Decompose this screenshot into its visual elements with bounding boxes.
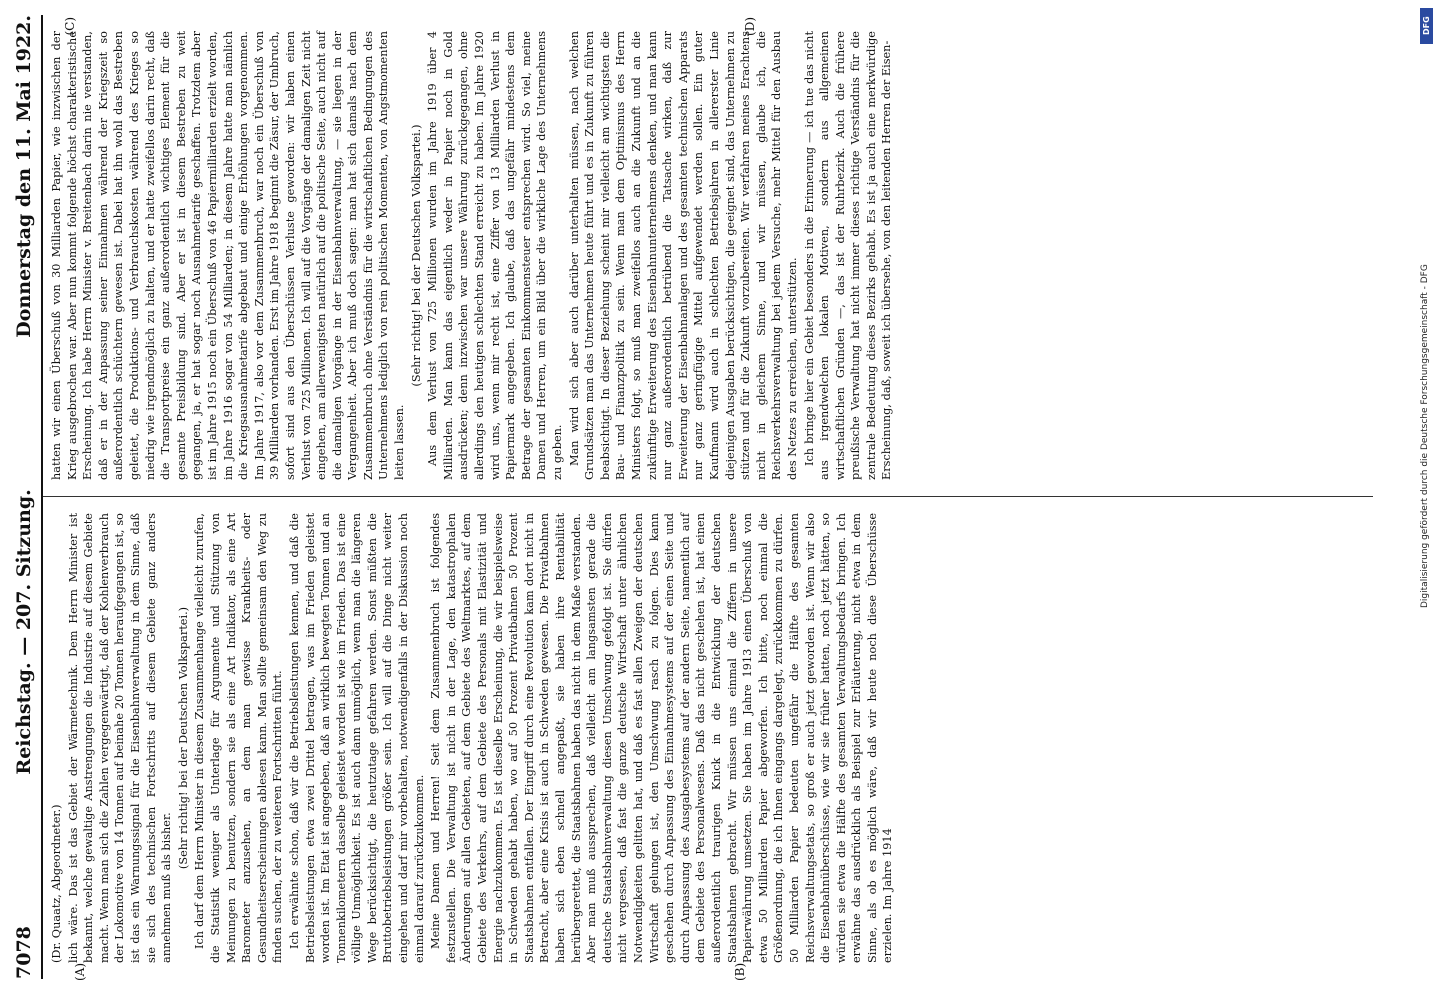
rotated-newspaper-page [0, 7, 1419, 987]
dfg-logo: DFG [1420, 8, 1433, 44]
paragraph: Man wird sich aber auch darüber unterhalten müssen, nach welchen Grundsätzen man das Unternehmen heute führt und es in Zukunft zu führen beabsichtigt. In dieser Beziehung scheint mir vielleicht am wichtigsten die Bau- und Finanzpolitik zu sein. Wenn man dem Optimismus des Herrn Ministers folgt, so muß man zweifellos auch an die Zukunft und an die zukünftige Erweiterung des Eisenbahnunternehmens denken, und man kann nur ganz außerordentlich betrübend die Tatsache wirken, daß zur Erweiterung der Eisenbahnanlagen und des gesamten technischen Apparats nur ganz geringfügige Mittel aufgewendet werden sollen. Ein guter Kaufmann wird auch in schlechten Betriebsjahren in allererster Linie diejenigen Ausgaben berücksichtigen, die geeignet sind, das Unternehmen zu stützen und für die Zukunft vorzubereiten. Wir verfahren meines Erachtens nicht in gleichem Sinne, und wir müssen, glaube ich, die Reichsverkehrsverwaltung bei jedem Versuche, mehr Mittel für den Ausbau des Netzes zu erreichen, unterstützen. [567, 31, 799, 480]
margin-mark-c: (C) [63, 17, 77, 36]
page-number: 7078 [13, 926, 35, 979]
paragraph: lich wäre. Das ist das Gebiet der Wärmetechnik. Dem Herrn Minister ist bekannt, welche gewaltige Anstrengungen die Industrie auf diesem Gebiete macht. Wenn man sich die Zahlen vergegenwärtigt, daß der Kohlenverbrauch der Lokomotive von 14 Tonnen auf beinahe 20 Tonnen heraufgegangen ist, so ist das ein Warnungssignal für die Eisenbahnverwaltung in dem Sinne, daß sie sich des technischen Fortschritts auf diesem Gebiete ganz anders annehmen muß als bisher. [66, 513, 174, 963]
paragraph: Aus dem Verlust von 725 Millionen wurden im Jahre 1919 über 4 Milliarden. Man kann das eigentlich weder in Papier noch in Gold ausdrücken; denn inzwischen war unsere Währung zurückgegangen, ohne allerdings den heutigen schlechten Stand erreicht zu haben. Im Jahre 1920 wird uns, wenn mir recht ist, eine Ziffer von 13 Milliarden Verlust in Papiermark angegeben. Ich glaube, daß das ungefähr mindestens dem Betrage der gesamten Einkommensteuer entsprechen wird. So viel, meine Damen und Herren, um ein Bild über die wirkliche Lage des Unternehmens zu geben. [426, 31, 564, 480]
digitization-sidebar [1420, 8, 1434, 998]
page-header [7, 15, 43, 979]
paragraph: hatten wir einen Überschuß von 30 Milliarden Papier, wie inzwischen der Krieg ausgebrochen war. Aber nun kommt folgende höchst charakteristische Erscheinung. Ich habe Herrn Minister v. Breitenbach darin nie verstanden, daß er in der Anpassung seiner Einnahmen während der Kriegszeit so außerordentlich schüchtern gewesen ist. Dabei hat ihn wohl das Bestreben geleitet, die Produktions- und Verbrauchskosten während des Krieges so niedrig wie irgendmöglich zu halten, und er hatte zweifellos darin recht, daß die Transportpreise ein ganz außerordentlich wichtiges Element für die gesamte Preisbildung sind. Aber er ist in diesem Bestreben zu weit gegangen, ja, er hat sogar noch Ausnahmetarife geschaffen. Trotzdem aber ist im Jahre 1915 noch ein Überschuß von 46 Papiermilliarden erzielt worden, im Jahre 1916 sogar von 54 Milliarden; in diesem Jahre hatte man nämlich die Kriegsausnahmetarife abgebaut und einige Erhöhungen vorgenommen. Im Jahre 1917, also vor dem Zusammenbruch, war noch ein Überschuß von 39 Milliarden vorhanden. Erst im Jahre 1918 beginnt die Zäsur, der Umbruch, sofort sind aus den Überschüssen Verluste geworden: wir haben einen Verlust von 725 Millionen. Ich will auf die Vorgänge der damaligen Zeit nicht eingehen, am allerwenigsten natürlich auf die politische Seite, auch nicht auf die damaligen Vorgänge in der Eisenbahnverwaltung, — sie liegen in der Vergangenheit. Aber ich muß doch sagen: man hat sich damals nach dem Zusammenbruch ohne Verständnis für die wirtschaftlichen Bedingungen des Unternehmens lediglich von rein politischen Momenten, von Angstmomenten leiten lassen. [50, 30, 407, 480]
digitization-notice: Digitalisierung gefördert durch die Deutsche Forschungsgemeinschaft - DFG [1420, 264, 1430, 608]
text-columns [43, 15, 1373, 979]
margin-mark-b: (B) [733, 962, 747, 981]
header-right-title: Donnerstag den 11. Mai 1922. [13, 15, 35, 338]
left-column [43, 497, 1373, 979]
paragraph: Meine Damen und Herren! Seit dem Zusammenbruch ist folgendes festzustellen. Die Verwaltung ist nicht in der Lage, den katastrophalen Änderungen auf allen Gebieten, auf dem Gebiete des Weltmarktes, auf dem Gebiete des Verkehrs, auf dem Gebiete des Personals mit Elastizität und Energie nachzukommen. Es ist dieselbe Erscheinung, die wir beispielsweise in Schweden gehabt haben, wo auf 50 Prozent Privatbahnen 50 Prozent Staatsbahnen entfallen. Der Eingriff durch eine Revolution kam dort nicht in Betracht, aber eine Krisis ist auch in Schweden gewesen. Die Privatbahnen haben sich eben schnell angepaßt, sie haben ihre Rentabilität herübergerettet, die Staatsbahnen haben das nicht in dem Maße verstanden. Aber man muß aussprechen, daß vielleicht am langsamsten gerade die deutsche Staatsbahnverwaltung diesen Umschwung gefolgt ist. Sie dürfen nicht vergessen, daß fast die ganze deutsche Wirtschaft unter ähnlichen Notwendigkeiten gelitten hat, und daß es fast allen Zweigen der deutschen Wirtschaft gelungen ist, den Umschwung rasch zu folgen. Dies kann geschehen durch Anpassung des Einnahmesystems auf der einen Seite und durch Anpassung des Ausgabesystems auf der andern Seite, namentlich auf dem Gebiete des Personalwesens. Daß das nicht geschehen ist, hat einen außerordentlich traurigen Knick in die Entwicklung der deutschen Staatsbahnen gebracht. Wir müssen uns einmal die Ziffern in unsere Papierwährung umsetzen. Sie haben im Jahre 1913 einen Überschuß von etwa 50 Milliarden Papier abgeworfen. Ich bitte, noch einmal die Größenordnung, die ich Ihnen eingangs dargelegt, zurückkommen zu dürfen. 50 Milliarden Papier bedeuten ungefähr die Hälfte des gesamten Reichsverwaltungsetats, so groß er auch jetzt geworden ist. Wenn wir also die Eisenbahnüberschüsse, wie wir sie früher hatten, noch jetzt hätten, so würden sie etwa die Hälfte des gesamten Verwaltungsbedarfs bringen. Ich erwähne das ausdrücklich als Beispiel zur Erläuterung, nicht etwa in dem Sinne, als ob es möglich wäre, daß wir heute noch diese Überschüsse erzielen. Im Jahre 1914 [429, 513, 895, 963]
paragraph: Ich erwähnte schon, daß wir die Betriebsleistungen kennen, und daß die Betriebsleistungen etwa zwei Drittel betragen, was im Frieden geleistet worden ist. Im Etat ist angegeben, daß an wirklich bewegten Tonnen und an Tonnenkilometern dasselbe geleistet worden ist wie im Frieden. Das ist eine völlige Unmöglichkeit. Es ist auch dann unmöglich, wenn man die längeren Wege berücksichtigt, die heutzutage gefahren werden. Sonst müßten die Bruttobetriebsleistungen größer sein. Ich will auf die Dinge nicht weiter eingehen und darf mir vorbehalten, notwendigenfalls in der Diskussion noch einmal darauf zurückzukommen. [287, 513, 426, 963]
interjection: (Sehr richtig! bei der Deutschen Volkspartei.) [176, 606, 190, 870]
speaker-line: (Dr. Quaatz, Abgeordneter.) [50, 804, 63, 963]
margin-mark-a: (A) [73, 962, 87, 981]
paragraph: Ich darf dem Herrn Minister in diesem Zusammenhange vielleicht zurufen, die Statistik weniger als Unterlage für Argumente und Stützung von Meinungen zu benutzen, sondern sie als eine Art Indikator, als eine Art Barometer anzusehen, an dem man gewisse Krankheits- oder Gesundheitserscheinungen ablesen kann. Man sollte gemeinsam den Weg zu finden suchen, der zu weiteren Fortschritten führt. [193, 513, 285, 963]
margin-mark-d: (D) [743, 17, 757, 36]
header-left-title: Reichstag. — 207. Sitzung. [13, 489, 35, 775]
interjection: (Sehr richtig! bei der Deutschen Volkspartei.) [409, 124, 423, 387]
right-column [43, 15, 1373, 497]
paragraph: Ich bringe hier ein Gebiet besonders in die Erinnerung — ich tue das nicht aus irgendwelchen lokalen Motiven, sondern aus allgemeinen wirtschaftlichen Gründen —, das ist der Ruhrbezirk. Auch die frühere preußische Verwaltung hat nicht immer dieses richtige Verständnis für die zentrale Bedeutung dieses Bezirks gehabt. Es ist ja auch eine merkwürdige Erscheinung, daß, soweit ich übersehe, von den leitenden Herren der Eisen- [802, 31, 894, 480]
